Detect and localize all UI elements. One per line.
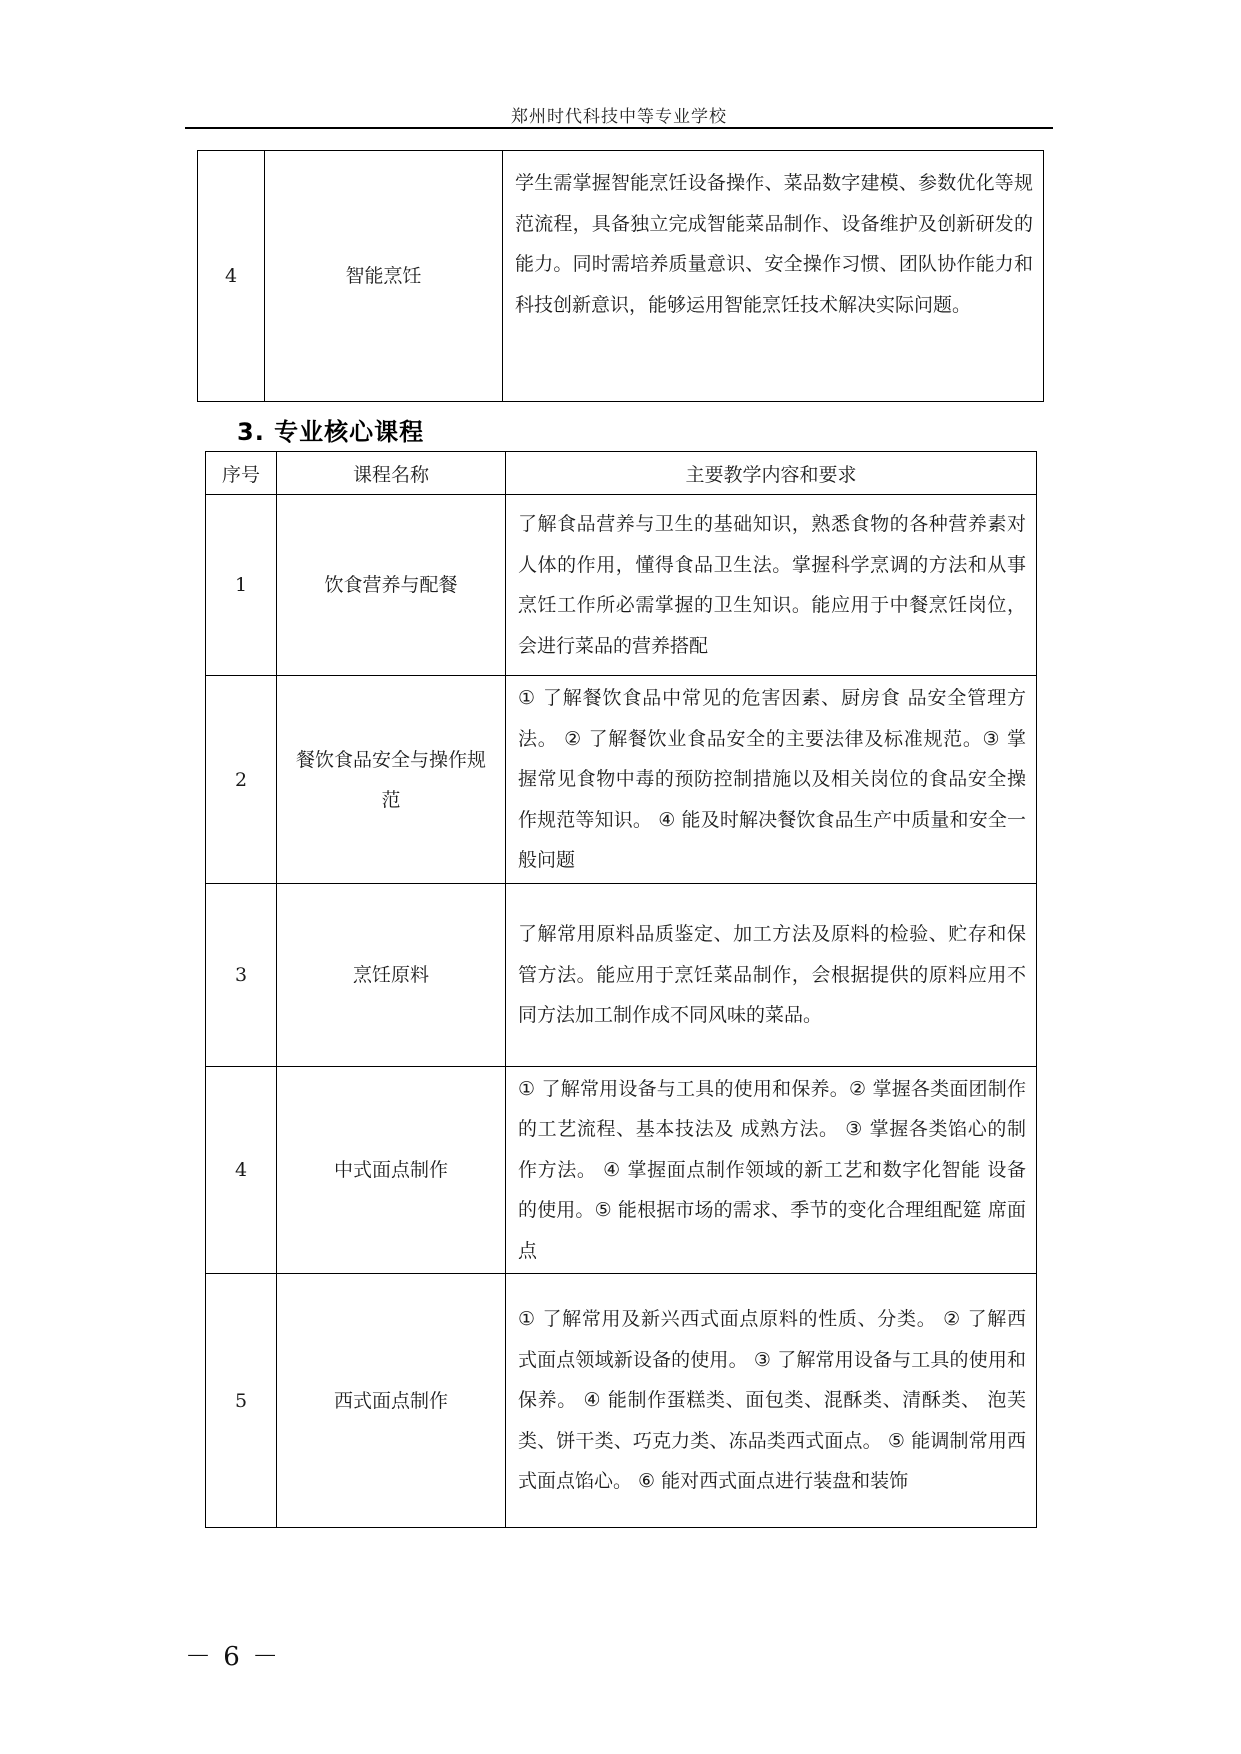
row-number: 2: [206, 676, 277, 884]
course-name: 中式面点制作: [277, 1067, 506, 1274]
course-name: 饮食营养与配餐: [277, 495, 506, 676]
row-number: 4: [206, 1067, 277, 1274]
course-description: ① 了解常用及新兴西式面点原料的性质、分类。 ② 了解西式面点领域新设备的使用。 ③ 了解常用设备与工具的使用和保养。 ④ 能制作蛋糕类、面包类、混酥类、清酥类、 泡芙类、饼干类、巧克力类、冻品类西式面点。 ⑤ 能调制常用西式面点馅心。 ⑥ 能对西式面点进行装盘和装饰: [506, 1274, 1037, 1528]
table-row: [206, 1067, 1037, 1274]
course-description: ① 了解常用设备与工具的使用和保养。② 掌握各类面团制作的工艺流程、基本技法及 成熟方法。 ③ 掌握各类馅心的制作方法。 ④ 掌握面点制作领域的新工艺和数字化智能 设备的使用。⑤ 能根据市场的需求、季节的变化合理组配筵 席面点: [506, 1067, 1037, 1274]
core-course-table: [205, 451, 1037, 1528]
header-rule: [185, 127, 1053, 129]
table-row: [206, 1274, 1037, 1528]
table-row: [206, 676, 1037, 884]
table-header-row: [206, 452, 1037, 495]
header-serial-number: 序号: [206, 452, 277, 495]
section-heading: 3. 专业核心课程: [237, 418, 425, 446]
header-content-requirements: 主要教学内容和要求: [506, 452, 1037, 495]
course-name: 餐饮食品安全与操作规范: [277, 676, 506, 884]
row-number: 4: [198, 151, 265, 402]
row-number: 1: [206, 495, 277, 676]
school-name: 郑州时代科技中等专业学校: [511, 107, 727, 127]
course-name: 烹饪原料: [277, 884, 506, 1067]
page-header: [185, 100, 1053, 128]
table-row: [198, 151, 1044, 402]
course-description: 了解食品营养与卫生的基础知识，熟悉食物的各种营养素对人体的作用，懂得食品卫生法。掌握科学烹调的方法和从事烹饪工作所必需掌握的卫生知识。能应用于中餐烹饪岗位，会进行菜品的营养搭配: [506, 495, 1037, 676]
course-name: 西式面点制作: [277, 1274, 506, 1528]
row-number: 5: [206, 1274, 277, 1528]
course-description: ① 了解餐饮食品中常见的危害因素、厨房食 品安全管理方法。 ② 了解餐饮业食品安全的主要法律及标准规范。③ 掌握常见食物中毒的预防控制措施以及相关岗位的食品安全操作规范等知识。 ④ 能及时解决餐饮食品生产中质量和安全一 般问题: [506, 676, 1037, 884]
table-row: [206, 495, 1037, 676]
table-row: [206, 884, 1037, 1067]
course-name: 智能烹饪: [265, 151, 503, 402]
course-description: 了解常用原料品质鉴定、加工方法及原料的检验、贮存和保管方法。能应用于烹饪菜品制作，会根据提供的原料应用不同方法加工制作成不同风味的菜品。: [506, 884, 1037, 1067]
page-number: － 6 －: [185, 1642, 281, 1672]
course-description: 学生需掌握智能烹饪设备操作、菜品数字建模、参数优化等规范流程，具备独立完成智能菜品制作、设备维护及创新研发的能力。同时需培养质量意识、安全操作习惯、团队协作能力和科技创新意识，能够运用智能烹饪技术解决实际问题。: [503, 151, 1044, 402]
previous-course-table: [197, 150, 1044, 402]
header-course-name: 课程名称: [277, 452, 506, 495]
row-number: 3: [206, 884, 277, 1067]
